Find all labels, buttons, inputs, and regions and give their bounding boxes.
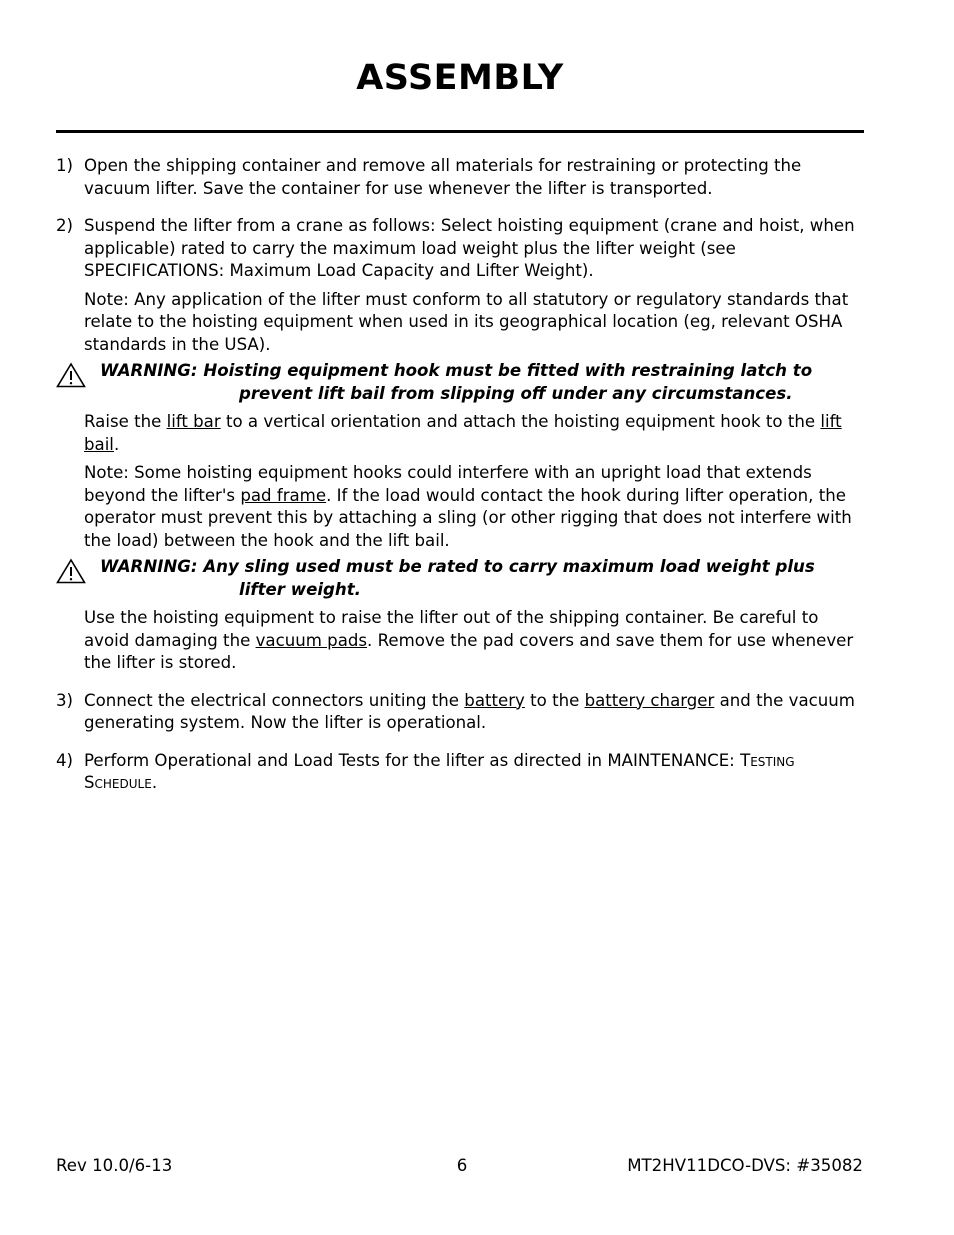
step-text: Suspend the lifter from a crane as follows: Select hoisting equipment (crane and hoist, when applicable) rated to carry the maximum load weight plus the lifter weight (see SPECIFICATIONS: Maximum Load Capacity and Lifter Weight). — [84, 216, 855, 280]
pad-frame-link[interactable]: pad frame — [240, 485, 327, 505]
step-2 — [56, 215, 866, 356]
footer-page-number: 6 — [456, 1156, 468, 1175]
text-run: . — [113, 434, 120, 454]
text-run: to a vertical orientation and attach the hoisting equipment hook to the — [220, 412, 821, 431]
step-text: Open the shipping container and remove all materials for restraining or protecting the vacuum lifter. Save the container for use whenever the lifter is transported. — [84, 156, 802, 198]
text-run: . If the load would contact the hook during lifter operation, the operator must prevent this by attaching a sling (or other rigging that does not interfere with the load) between the hook and the lift bail. — [84, 485, 852, 550]
warning-triangle-icon — [56, 558, 86, 584]
text-run: . Remove the pad covers and save them for use whenever the lifter is stored. — [84, 630, 854, 672]
note-text — [84, 462, 866, 552]
step-text — [84, 750, 866, 795]
vacuum-pads-link[interactable]: vacuum pads — [255, 630, 368, 650]
step-2-final — [56, 607, 866, 675]
battery-link[interactable]: battery — [464, 690, 525, 710]
footer-revision: Rev 10.0/6-13 — [56, 1156, 173, 1175]
lift-bar-link[interactable]: lift bar — [166, 412, 221, 431]
step-number: 3) — [56, 690, 74, 710]
step-number: 1) — [56, 156, 74, 175]
lift-bail-link[interactable]: lift bail — [84, 412, 842, 454]
step-text — [84, 690, 866, 735]
warning-block-1 — [56, 360, 866, 405]
text-run: and the vacuum generating system. Now the lifter is operational. — [84, 690, 855, 732]
step-number: 4) — [56, 750, 74, 770]
warning-line-1: WARNING: Any sling used must be rated to carry maximum load weight plus — [100, 557, 815, 576]
text-run: . — [151, 773, 158, 792]
step-3 — [56, 690, 866, 735]
battery-charger-link[interactable]: battery charger — [584, 690, 715, 710]
title-rule — [56, 130, 864, 133]
warning-triangle-icon — [56, 362, 86, 388]
use-instruction — [84, 607, 866, 675]
step-number: 2) — [56, 216, 74, 235]
warning-block-2 — [56, 556, 866, 601]
text-run: Perform Operational and Load Tests for the lifter as directed in MAINTENANCE: — [84, 750, 741, 770]
step-1 — [56, 155, 866, 200]
text-run: Note: Some hoisting equipment hooks could interfere with an upright load that extends beyond the lifter's — [84, 463, 812, 505]
text-run: Connect the electrical connectors uniting the — [84, 690, 465, 710]
text-run: to the — [524, 690, 585, 710]
text-run: Raise the — [84, 412, 167, 431]
text-run: Use the hoisting equipment to raise the lifter out of the shipping container. Be careful to avoid damaging the — [84, 608, 819, 650]
page-title: ASSEMBLY — [356, 58, 564, 98]
testing-schedule-reference: Testing Schedule — [84, 750, 795, 792]
assembly-steps — [56, 155, 866, 795]
step-2-continued — [56, 411, 866, 552]
step-4 — [56, 750, 866, 795]
warning-line-2: lifter weight. — [239, 579, 361, 599]
footer-doc-id: MT2HV11DCO-DVS: #35082 — [627, 1156, 863, 1175]
warning-line-2: prevent lift bail from slipping off under any circumstances. — [239, 383, 793, 403]
raise-instruction — [84, 411, 866, 456]
warning-line-1: WARNING: Hoisting equipment hook must be fitted with restraining latch to — [100, 361, 813, 380]
note-text: Note: Any application of the lifter must conform to all statutory or regulatory standards that relate to the hoisting equipment when used in its geographical location (eg, relevant OSHA standards in the USA). — [84, 289, 849, 354]
